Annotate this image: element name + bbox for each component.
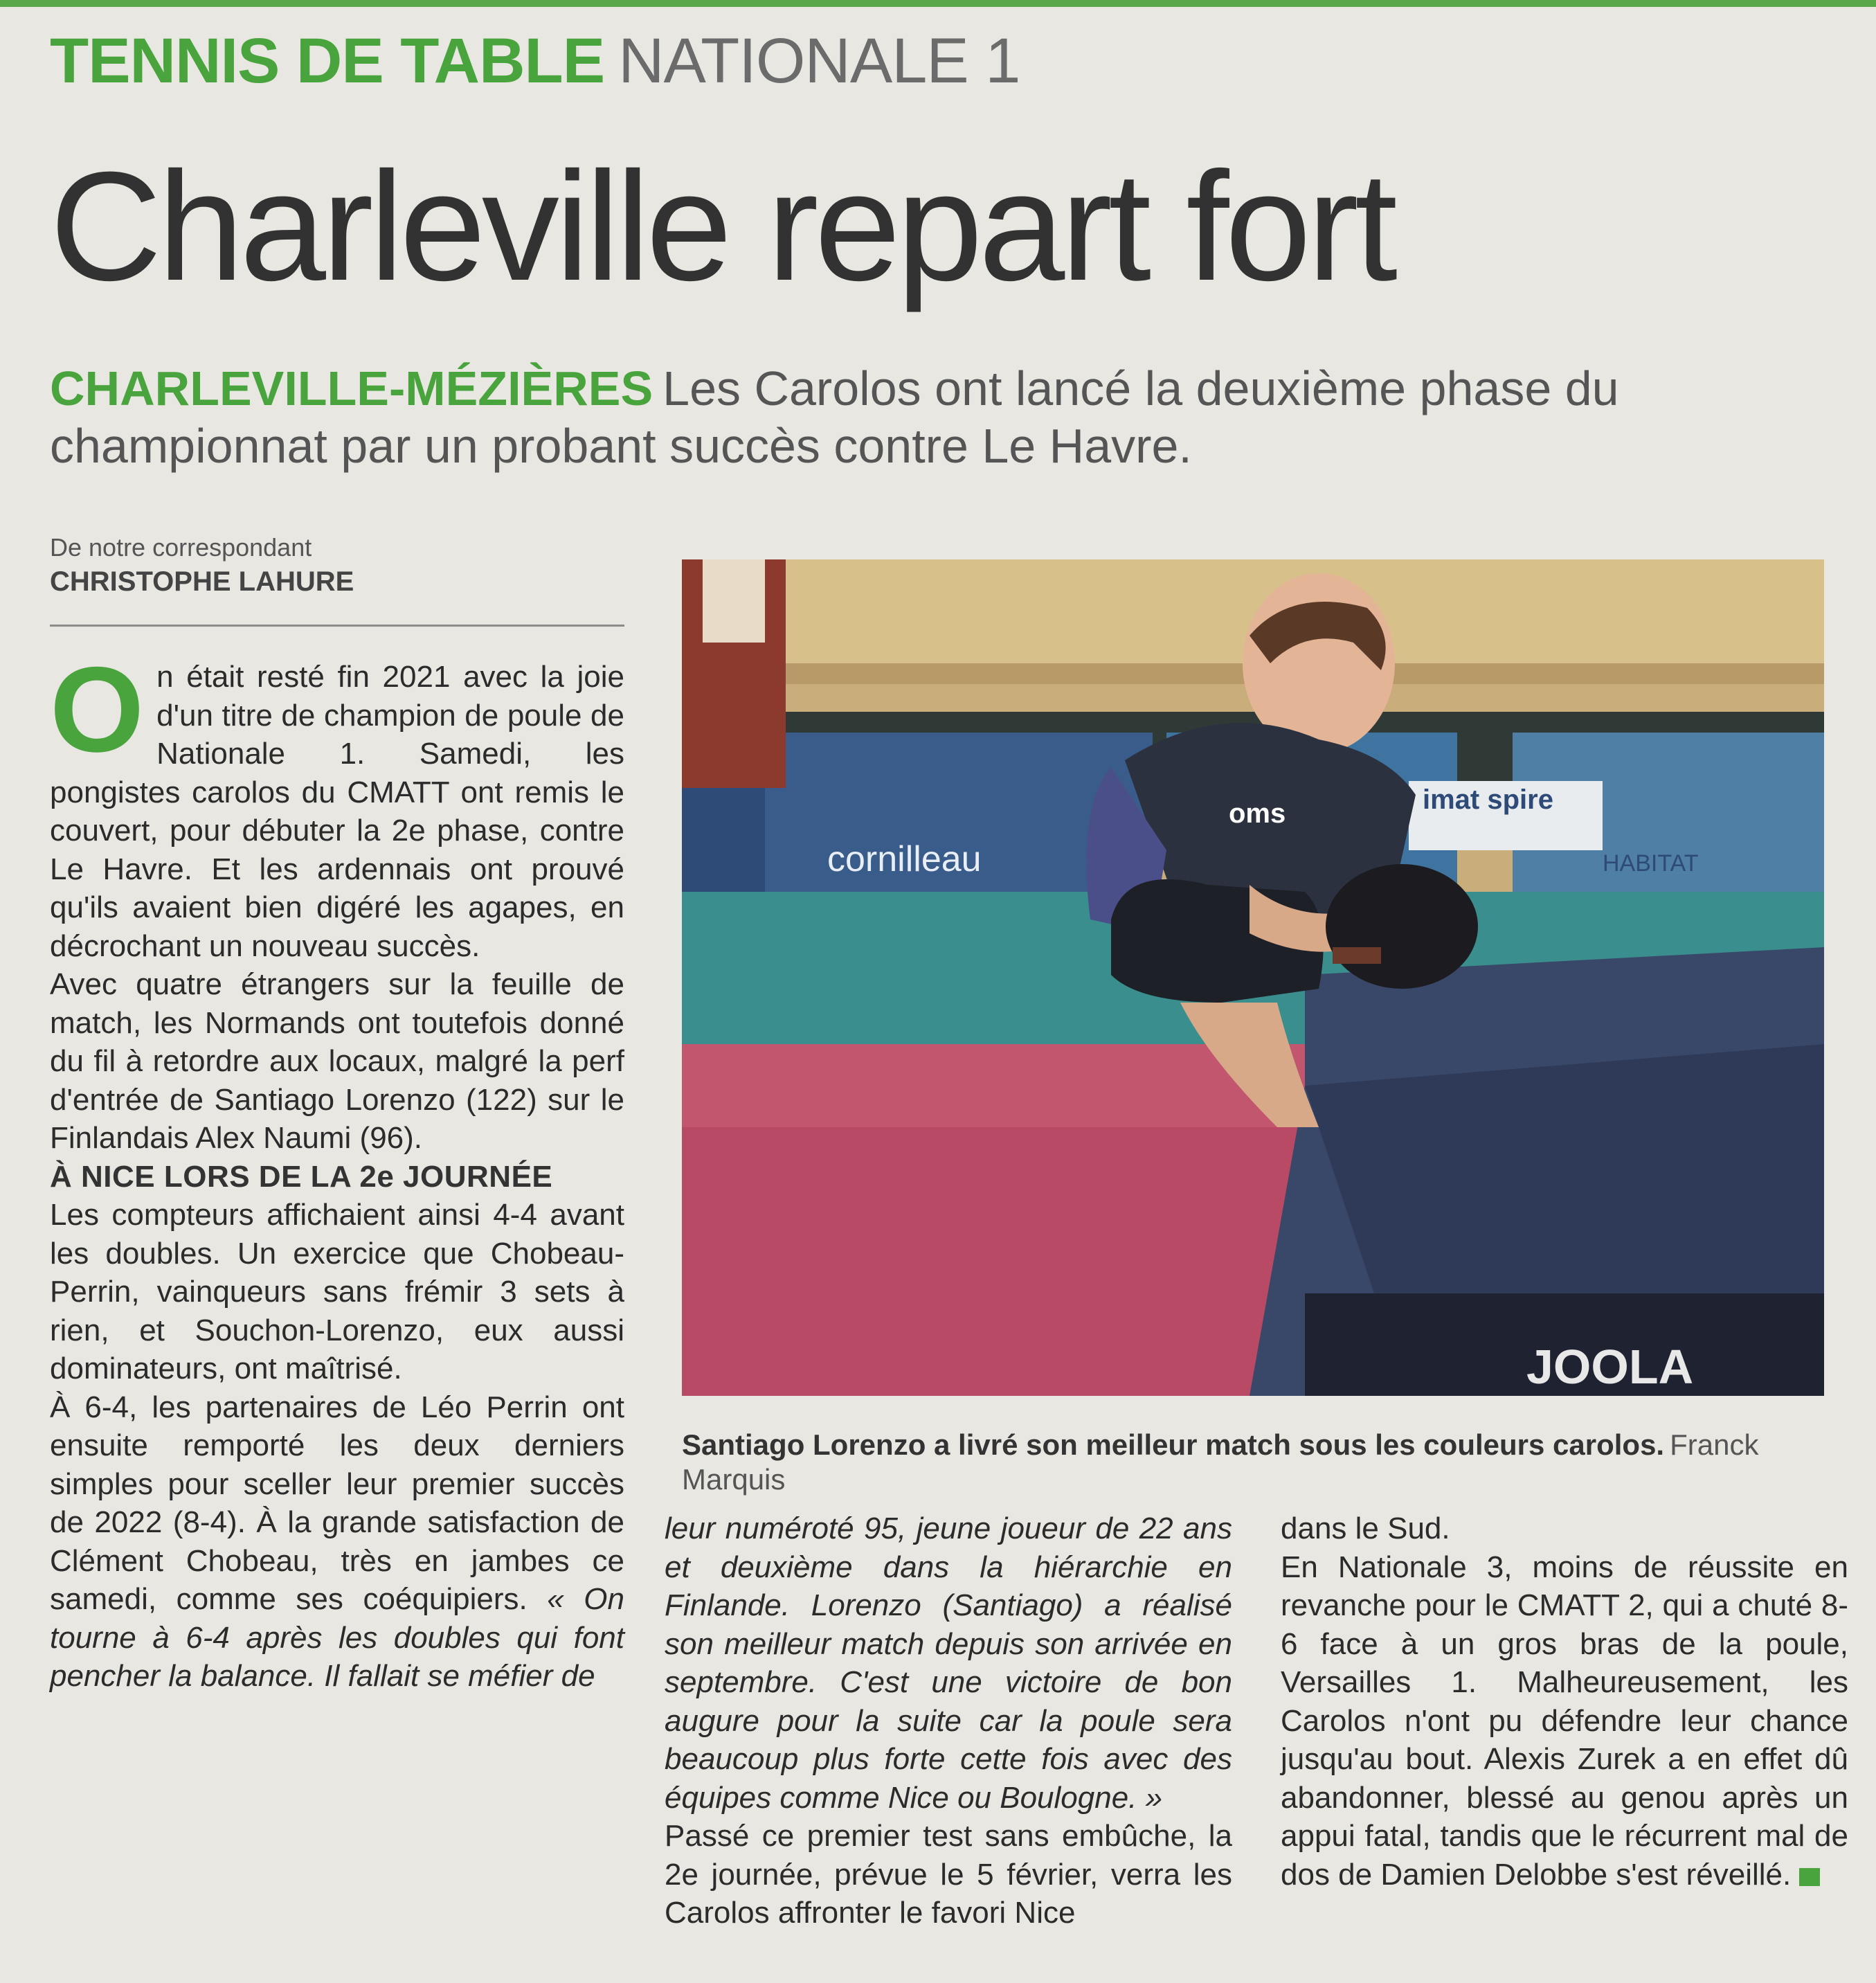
rubric-league: NATIONALE 1 (618, 26, 1020, 96)
paragraph-5: Passé ce premier test sans embûche, la 2e journée, prévue le 5 février, verra les Carolos affronter le favori Nice (665, 1819, 1232, 1930)
quote-part-2: leur numéroté 95, jeune joueur de 22 ans et deuxième dans la hiérarchie en Finlande. Lorenzo (Santiago) a réalisé son meilleur match depuis son arrivée en septembre. C'est une victoire de bon augure pour la suite car la poule sera beaucoup plus forte cette fois avec des équipes comme Nice ou Boulogne. » (665, 1511, 1232, 1815)
table-brand-text: JOOLA (1526, 1340, 1694, 1394)
paragraph-4 (50, 1388, 624, 1696)
article-column-2 (665, 1509, 1232, 1932)
paragraph-1-text: n était resté fin 2021 avec la joie d'un titre de champion de poule de Nationale 1. Samedi, les pongistes carolos du CMATT ont remis le couvert, pour débuter la 2e phase, contre Le Havre. Et les ardennais ont prouvé qu'ils avaient bien digéré les agapes, en décrochant un nouveau succès. (50, 660, 624, 963)
section-rubric (50, 26, 1020, 96)
byline-author: CHRISTOPHE LAHURE (50, 566, 354, 597)
paragraph-6-text: En Nationale 3, moins de réussite en revanche pour le CMATT 2, qui a chuté 8-6 face à un gros bras de la poule, Versailles 1. Malheureusement, les Carolos n'ont pu défendre leur chance jusqu'au bout. Alexis Zurek a en effet dû abandonner, blessé au genou après un appui fatal, tandis que le récurrent mal de dos de Damien Delobbe s'est réveillé. (1281, 1550, 1848, 1892)
shirt-logo-text: oms (1229, 798, 1286, 829)
paragraph-6 (1281, 1548, 1848, 1894)
paragraph-4-text: À 6-4, les partenaires de Léo Perrin ont ensuite remporté les deux derniers simples pour sceller leur premier succès de 2022 (8-4). À la grande satisfaction de Clément Chobeau, très en jambes ce samedi, comme ses coéquipiers. (50, 1390, 624, 1616)
table-tennis-player-photo (682, 559, 1824, 1396)
banner-text-right: imat spire (1423, 784, 1553, 815)
end-of-article-icon (1799, 1868, 1820, 1886)
article-column-3 (1281, 1509, 1848, 1894)
photo-credit: Franck Marquis (682, 1428, 1759, 1496)
standfirst (50, 360, 1801, 474)
caption-text: Santiago Lorenzo a livré son meilleur match sous les couleurs carolos. (682, 1428, 1665, 1461)
banner-text-left: cornilleau (827, 839, 982, 879)
photo-caption (682, 1428, 1824, 1498)
quote-part-1: « On tourne à 6-4 après les doubles qui font pencher la balance. Il fallait se méfier de (50, 1582, 625, 1693)
top-accent-bar (0, 0, 1876, 7)
paragraph-intro (50, 643, 624, 965)
article-column-1 (50, 643, 625, 1696)
article-photo (682, 559, 1824, 1396)
byline-divider (50, 625, 624, 627)
byline-role: De notre correspondant (50, 533, 312, 562)
paragraph-5-end: dans le Sud. (1281, 1511, 1450, 1545)
dateline-place: CHARLEVILLE-MÉZIÈRES (50, 361, 653, 415)
banner-text-far: HABITAT (1603, 850, 1699, 877)
paragraph-3: Les compteurs affichaient ainsi 4-4 avant les doubles. Un exercice que Chobeau-Perrin, vainqueurs sans frémir 3 sets à rien, et Souchon-Lorenzo, eux aussi dominateurs, ont maîtrisé. (50, 1198, 624, 1385)
rubric-sport: TENNIS DE TABLE (50, 26, 605, 96)
byline (50, 533, 624, 598)
headline: Charleville repart fort (50, 140, 1394, 313)
drop-cap: O (50, 643, 145, 778)
standfirst-text: Les Carolos ont lancé la deuxième phase du championnat par un probant succès contre Le Havre. (50, 361, 1619, 473)
paragraph-2: Avec quatre étrangers sur la feuille de match, les Normands ont toutefois donné du fil à retordre aux locaux, malgré la perf d'entrée de Santiago Lorenzo (122) sur le Finlandais Alex Naumi (96). (50, 967, 624, 1155)
subheading: À NICE LORS DE LA 2e JOURNÉE (50, 1159, 553, 1194)
